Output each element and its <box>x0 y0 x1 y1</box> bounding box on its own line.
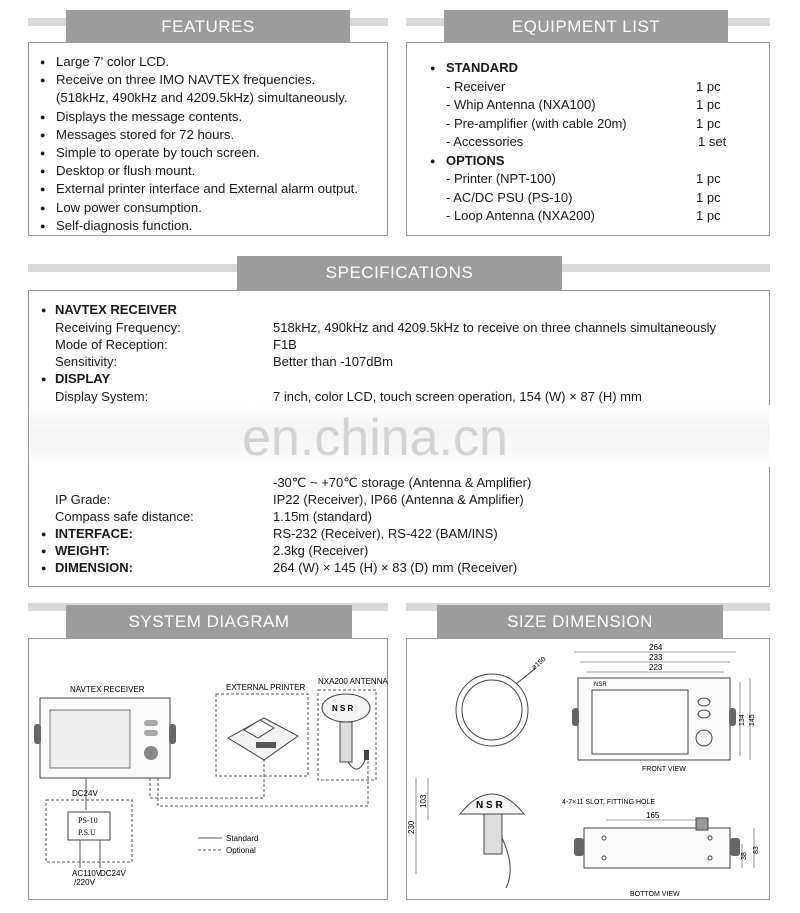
specs-content-lower: -30℃ ~ +70℃ storage (Antenna & Amplifier) IP Grade: IP22 (Receiver), IP66 (Antenna & Amplifier) Compass safe distance: 1.15m (standard) ● INTERFACE: RS-232 (Receiver), RS-422 (BAM/INS) ● WEIGHT: 2.3kg (Receiver) ● DIMENSION: 264 (W) × 145 (H) × 83 (D) mm (Receiver) <box>41 475 532 575</box>
ip-value: IP22 (Receiver), IP66 (Antenna & Amplifier) <box>273 492 524 507</box>
antenna-label: NXA200 ANTENNA <box>318 677 388 686</box>
front-view-knob-left <box>572 708 579 726</box>
compass-label: Compass safe distance: <box>55 509 194 524</box>
system-diagram <box>28 638 388 900</box>
feature-item: ● Displays the message contents. <box>40 108 358 126</box>
freq-label: Receiving Frequency: <box>55 320 181 335</box>
front-view-label: FRONT VIEW <box>642 766 686 773</box>
receiver-dial <box>144 746 158 760</box>
equipment-item-name: - Accessories <box>446 134 524 149</box>
cable-to-antenna <box>158 760 368 806</box>
weight-value: 2.3kg (Receiver) <box>273 543 369 558</box>
dia-label: ø150 <box>530 655 548 672</box>
d38: 38 <box>741 852 748 860</box>
receiver-button <box>144 720 158 726</box>
h145: 145 <box>749 714 756 726</box>
slot-label: 4-7×11 SLOT, FITTING HOLE <box>562 799 656 806</box>
antenna-top-inner <box>462 680 522 740</box>
equipment-item-name: - Receiver <box>446 79 506 94</box>
h134: 134 <box>739 714 746 726</box>
equipment-item-qty: 1 pc <box>696 116 721 131</box>
feature-item: ● Receive on three IMO NAVTEX frequencies. <box>40 71 358 89</box>
sens-value: Better than -107dBm <box>273 354 393 369</box>
ac-label: AC110V <box>72 869 102 878</box>
w264: 264 <box>649 643 663 652</box>
equipment-item-name: - Pre-amplifier (with cable 20m) <box>446 116 627 131</box>
equipment-item-qty: 1 pc <box>696 208 721 223</box>
size-diagram <box>406 638 770 900</box>
bottom-view-connector <box>696 818 708 830</box>
equipment-list: ● STANDARD - Receiver 1 pc - Whip Antenna (NXA100) 1 pc - Pre-amplifier (with cable 20m) 1 pc - Accessories 1 set ● OPTIONS - Printer (NPT-100) 1 pc - AC/DC PSU (PS-10) 1 pc - Loop Antenna (NXA200) 1 pc <box>430 60 727 223</box>
freq-value: 518kHz, 490kHz and 4209.5kHz to receive on three channels simultaneously <box>273 320 716 335</box>
legend-standard: Standard <box>226 834 259 843</box>
receiver-knob-right <box>169 724 176 744</box>
dispsys-label: Display System: <box>55 389 149 404</box>
psu-line1: PS-10 <box>78 816 98 825</box>
compass-value: 1.15m (standard) <box>273 509 372 524</box>
bottom-view-body <box>584 828 730 868</box>
antenna-nsr: N S R <box>332 704 354 713</box>
size-title: SIZE DIMENSION <box>437 605 723 639</box>
legend-optional: Optional <box>226 846 256 855</box>
receiver-screen <box>50 710 130 768</box>
system-title: SYSTEM DIAGRAM <box>66 605 352 639</box>
specs-content: ● NAVTEX RECEIVER Receiving Frequency: 518kHz, 490kHz and 4209.5kHz to receive on three channels simultaneously Mode of Reception: F1B Sensitivity: Better than -107dBm ● DISPLAY Display System: 7 inch, color LCD, touch screen operation, 154 (W) × 87 (H) mm <box>41 302 716 404</box>
feature-item: ● Low power consumption. <box>40 199 358 217</box>
front-view-screen <box>592 690 688 754</box>
dispsys-value: 7 inch, color LCD, touch screen operation, 154 (W) × 87 (H) mm <box>273 389 642 404</box>
interface-value: RS-232 (Receiver), RS-422 (BAM/INS) <box>273 526 498 541</box>
features-list <box>40 53 358 235</box>
w223: 223 <box>649 663 663 672</box>
weight-label: WEIGHT: <box>55 543 110 558</box>
front-nsr: NSR <box>594 682 607 688</box>
receiver-label: NAVTEX RECEIVER <box>70 685 145 694</box>
options-label: OPTIONS <box>446 153 505 168</box>
feature-item: ● Large 7' color LCD. <box>40 53 358 71</box>
equipment-item-name: - Loop Antenna (NXA200) <box>446 208 595 223</box>
antenna-side-cable <box>502 838 510 888</box>
equipment-item-qty: 1 pc <box>696 79 721 94</box>
feature-item: ● External printer interface and External alarm output. <box>40 180 358 198</box>
features-title: FEATURES <box>66 10 350 44</box>
dc24-label: DC24V <box>72 789 98 798</box>
equipment-item-qty: 1 pc <box>696 190 721 205</box>
ac-label-2: /220V <box>74 878 95 887</box>
feature-item: ● Self-diagnosis function. <box>40 217 358 235</box>
antenna-top-outer <box>456 674 528 746</box>
printer-label: EXTERNAL PRINTER <box>226 683 306 692</box>
feature-item: ● Messages stored for 72 hours. <box>40 126 358 144</box>
mode-value: F1B <box>273 337 297 352</box>
equipment-item-name: - AC/DC PSU (PS-10) <box>446 190 573 205</box>
equipment-item-qty: 1 set <box>698 134 727 149</box>
navtex-label: NAVTEX RECEIVER <box>55 302 177 317</box>
temp-value: -30℃ ~ +70℃ storage (Antenna & Amplifier) <box>273 475 532 490</box>
bottom-view-label: BOTTOM VIEW <box>630 891 680 898</box>
antenna-mast <box>340 722 352 762</box>
standard-label: STANDARD <box>446 60 518 75</box>
psu-line2: P.S.U <box>78 828 96 837</box>
sens-label: Sensitivity: <box>55 354 118 369</box>
feature-item: ● Desktop or flush mount. <box>40 162 358 180</box>
equipment-item-qty: 1 pc <box>696 171 721 186</box>
dc-label: DC24V <box>100 869 126 878</box>
ip-label: IP Grade: <box>55 492 111 507</box>
bottom-view-knob-left <box>574 838 584 856</box>
antenna-connector <box>364 750 369 760</box>
watermark: en.china.cn <box>242 409 508 467</box>
equipment-item-qty: 1 pc <box>696 97 721 112</box>
receiver-knob-left <box>34 724 41 744</box>
antenna-side-nsr: N S R <box>476 800 503 811</box>
h230: 230 <box>407 820 416 834</box>
front-view-knob-right <box>729 708 736 726</box>
printer-slot <box>256 742 276 748</box>
dia-leader <box>516 668 536 684</box>
equipment-item-name: - Printer (NPT-100) <box>446 171 556 186</box>
feature-item: ● Simple to operate by touch screen. <box>40 144 358 162</box>
equipment-item-name: - Whip Antenna (NXA100) <box>446 97 596 112</box>
dimension-value: 264 (W) × 145 (H) × 83 (D) mm (Receiver) <box>273 560 518 575</box>
interface-label: INTERFACE: <box>55 526 133 541</box>
antenna-side-mast <box>484 814 502 854</box>
feature-item-continued: (518kHz, 490kHz and 4209.5kHz) simultaneously. <box>56 90 348 106</box>
d83: 83 <box>753 846 760 854</box>
receiver-button <box>144 730 158 736</box>
d165: 165 <box>646 811 660 820</box>
specs-title: SPECIFICATIONS <box>237 256 562 290</box>
bottom-view-knob-right <box>730 838 740 856</box>
equipment-title: EQUIPMENT LIST <box>444 10 728 44</box>
w233: 233 <box>649 653 663 662</box>
h103: 103 <box>419 794 428 808</box>
mode-label: Mode of Reception: <box>55 337 168 352</box>
dimension-label: DIMENSION: <box>55 560 133 575</box>
display-label: DISPLAY <box>55 371 111 386</box>
